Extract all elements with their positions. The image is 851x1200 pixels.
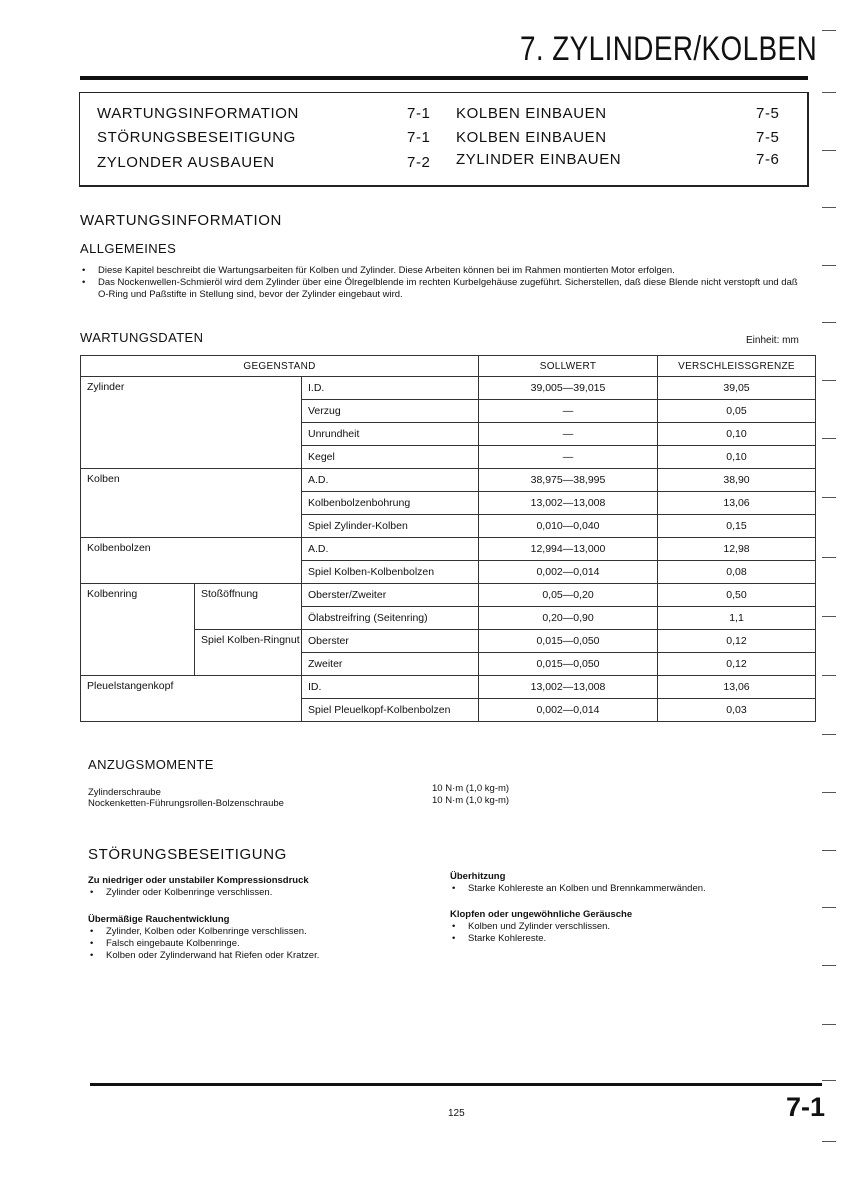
row-item: ID. — [302, 676, 479, 699]
note-item: • Diese Kapitel beschreibt die Wartungsarbeiten für Kolben und Zylinder. Diese Arbeiten können bei im Rahmen montierten Motor erfolgen. — [80, 265, 810, 277]
row-limit: 0,12 — [658, 630, 816, 653]
row-limit: 13,06 — [658, 492, 816, 515]
margin-mark — [822, 965, 836, 966]
symptom-title: Klopfen oder ungewöhnliche Geräusche — [450, 909, 633, 920]
symptom-title: Übermäßige Rauchentwicklung — [88, 914, 230, 925]
row-item: Oberster — [302, 630, 479, 653]
col-header-limit: VERSCHLEISSGRENZE — [658, 356, 816, 377]
toc-entry[interactable] — [456, 105, 780, 122]
toc-page: 7-6 — [756, 151, 780, 168]
margin-mark — [822, 207, 836, 208]
row-limit: 38,90 — [658, 469, 816, 492]
troubleshooting-heading: STÖRUNGSBESEITIGUNG — [88, 846, 287, 863]
cause-item: • Falsch eingebaute Kolbenringe. — [88, 938, 418, 950]
toc-page: 7-1 — [407, 105, 431, 122]
torque-name: Nockenketten-Führungsrollen-Bolzenschraube — [88, 798, 284, 809]
row-standard: 0,010—0,040 — [479, 515, 658, 538]
margin-mark — [822, 322, 836, 323]
col-header-item: GEGENSTAND — [81, 356, 479, 377]
symptom-block — [88, 914, 418, 962]
row-limit: 1,1 — [658, 607, 816, 630]
row-limit: 13,06 — [658, 676, 816, 699]
torque-value: 10 N·m (1,0 kg-m) — [432, 795, 510, 806]
torque-heading: ANZUGSMOMENTE — [88, 757, 214, 772]
table-row — [81, 538, 816, 561]
symptom-title: Zu niedriger oder unstabiler Kompressionsdruck — [88, 875, 309, 886]
cause-item: • Kolben oder Zylinderwand hat Riefen oder Kratzer. — [88, 950, 418, 962]
margin-mark — [822, 265, 836, 266]
table-of-contents — [79, 92, 809, 187]
row-standard: 13,002—13,008 — [479, 492, 658, 515]
row-item: Spiel Pleuelkopf-Kolbenbolzen — [302, 699, 479, 722]
row-limit: 0,08 — [658, 561, 816, 584]
cause-list — [88, 887, 418, 899]
row-item: Kolbenbolzenbohrung — [302, 492, 479, 515]
toc-page: 7-2 — [407, 154, 431, 171]
row-standard: 0,20—0,90 — [479, 607, 658, 630]
row-item: Spiel Zylinder-Kolben — [302, 515, 479, 538]
cause-item: • Starke Kohlereste an Kolben und Brennkammerwänden. — [450, 883, 810, 895]
table-row — [81, 676, 816, 699]
margin-mark — [822, 92, 836, 93]
row-standard: 0,015—0,050 — [479, 653, 658, 676]
margin-mark — [822, 438, 836, 439]
margin-mark — [822, 792, 836, 793]
general-heading: ALLGEMEINES — [80, 241, 177, 256]
row-limit: 0,03 — [658, 699, 816, 722]
margin-mark — [822, 1080, 836, 1081]
toc-label: KOLBEN EINBAUEN — [456, 129, 607, 146]
cause-list — [88, 926, 418, 962]
torque-name: Zylinderschraube — [88, 787, 161, 798]
row-standard: 13,002—13,008 — [479, 676, 658, 699]
symptom-block — [450, 871, 810, 895]
note-item: • Das Nockenwellen-Schmieröl wird dem Zylinder über eine Ölregelblende im rechten Kurbelgehäuse zugeführt. Sicherstellen, daß diese Blende nicht verstopft und daß O-Ring und Paßstifte in Stellung sind, bevor der Zylinder eingebaut wird. — [80, 277, 810, 301]
table-row — [81, 469, 816, 492]
row-standard: 38,975—38,995 — [479, 469, 658, 492]
row-item: I.D. — [302, 377, 479, 400]
row-standard: — — [479, 446, 658, 469]
group-zylinder: Zylinder — [81, 377, 302, 469]
margin-mark — [822, 1141, 836, 1142]
unit-label: Einheit: mm — [746, 335, 799, 346]
row-item: Oberster/Zweiter — [302, 584, 479, 607]
cause-list — [450, 921, 810, 945]
margin-mark — [822, 734, 836, 735]
row-item: A.D. — [302, 469, 479, 492]
row-limit: 0,10 — [658, 423, 816, 446]
row-standard: 39,005—39,015 — [479, 377, 658, 400]
row-limit: 12,98 — [658, 538, 816, 561]
toc-page: 7-5 — [756, 129, 780, 146]
row-item: Spiel Kolben-Kolbenbolzen — [302, 561, 479, 584]
title-rule — [80, 76, 808, 80]
margin-mark — [822, 30, 836, 31]
toc-label: STÖRUNGSBESEITIGUNG — [97, 129, 296, 146]
col-header-standard: SOLLWERT — [479, 356, 658, 377]
row-item: Ölabstreifring (Seitenring) — [302, 607, 479, 630]
row-item: Kegel — [302, 446, 479, 469]
margin-mark — [822, 497, 836, 498]
row-item: Zweiter — [302, 653, 479, 676]
toc-label: ZYLONDER AUSBAUEN — [97, 154, 275, 171]
torque-value: 10 N·m (1,0 kg-m) — [432, 783, 510, 794]
row-limit: 0,12 — [658, 653, 816, 676]
service-info-heading: WARTUNGSINFORMATION — [80, 212, 282, 229]
toc-page: 7-5 — [756, 105, 780, 122]
row-standard: 0,015—0,050 — [479, 630, 658, 653]
group-kolben: Kolben — [81, 469, 302, 538]
row-standard: — — [479, 423, 658, 446]
row-limit: 0,05 — [658, 400, 816, 423]
subgroup-ring-clearance: Spiel Kolben-Ringnut — [195, 630, 302, 676]
general-notes — [80, 265, 810, 301]
row-standard: 0,002—0,014 — [479, 561, 658, 584]
row-item: Verzug — [302, 400, 479, 423]
table-row — [81, 584, 816, 607]
row-item: Unrundheit — [302, 423, 479, 446]
table-row — [81, 377, 816, 400]
cause-item: • Zylinder oder Kolbenringe verschlissen. — [88, 887, 418, 899]
toc-label: KOLBEN EINBAUEN — [456, 105, 607, 122]
chapter-title: 7. ZYLINDER/KOLBEN — [520, 30, 818, 68]
cause-item: • Starke Kohlereste. — [450, 933, 810, 945]
toc-entry[interactable] — [97, 105, 431, 122]
symptom-block — [88, 875, 418, 899]
group-pleuelstangenkopf: Pleuelstangenkopf — [81, 676, 302, 722]
toc-entry[interactable] — [97, 154, 431, 171]
toc-entry[interactable] — [97, 129, 431, 146]
spec-table — [80, 355, 816, 722]
chapter-page-tag: 7-1 — [786, 1092, 826, 1122]
toc-label: WARTUNGSINFORMATION — [97, 105, 299, 122]
row-limit: 0,50 — [658, 584, 816, 607]
row-limit: 0,10 — [658, 446, 816, 469]
toc-entry[interactable] — [456, 129, 780, 146]
margin-mark — [822, 1024, 836, 1025]
cause-item: • Kolben und Zylinder verschlissen. — [450, 921, 810, 933]
spec-heading: WARTUNGSDATEN — [80, 330, 204, 345]
page-number: 125 — [448, 1108, 465, 1119]
toc-page: 7-1 — [407, 129, 431, 146]
toc-entry[interactable] — [456, 151, 780, 168]
margin-mark — [822, 907, 836, 908]
margin-mark — [822, 150, 836, 151]
group-kolbenbolzen: Kolbenbolzen — [81, 538, 302, 584]
cause-list — [450, 883, 810, 895]
symptom-title: Überhitzung — [450, 871, 506, 882]
row-limit: 0,15 — [658, 515, 816, 538]
margin-mark — [822, 557, 836, 558]
margin-mark — [822, 675, 836, 676]
cause-item: • Zylinder, Kolben oder Kolbenringe verschlissen. — [88, 926, 418, 938]
subgroup-ring-gap: Stoßöffnung — [195, 584, 302, 630]
row-standard: 0,002—0,014 — [479, 699, 658, 722]
group-kolbenring: Kolbenring — [81, 584, 195, 676]
margin-mark — [822, 380, 836, 381]
margin-mark — [822, 850, 836, 851]
toc-label: ZYLINDER EINBAUEN — [456, 151, 622, 168]
footer-rule — [90, 1083, 822, 1086]
margin-mark — [822, 616, 836, 617]
row-standard: 0,05—0,20 — [479, 584, 658, 607]
symptom-block — [450, 909, 810, 945]
row-standard: — — [479, 400, 658, 423]
row-item: A.D. — [302, 538, 479, 561]
row-standard: 12,994—13,000 — [479, 538, 658, 561]
row-limit: 39,05 — [658, 377, 816, 400]
